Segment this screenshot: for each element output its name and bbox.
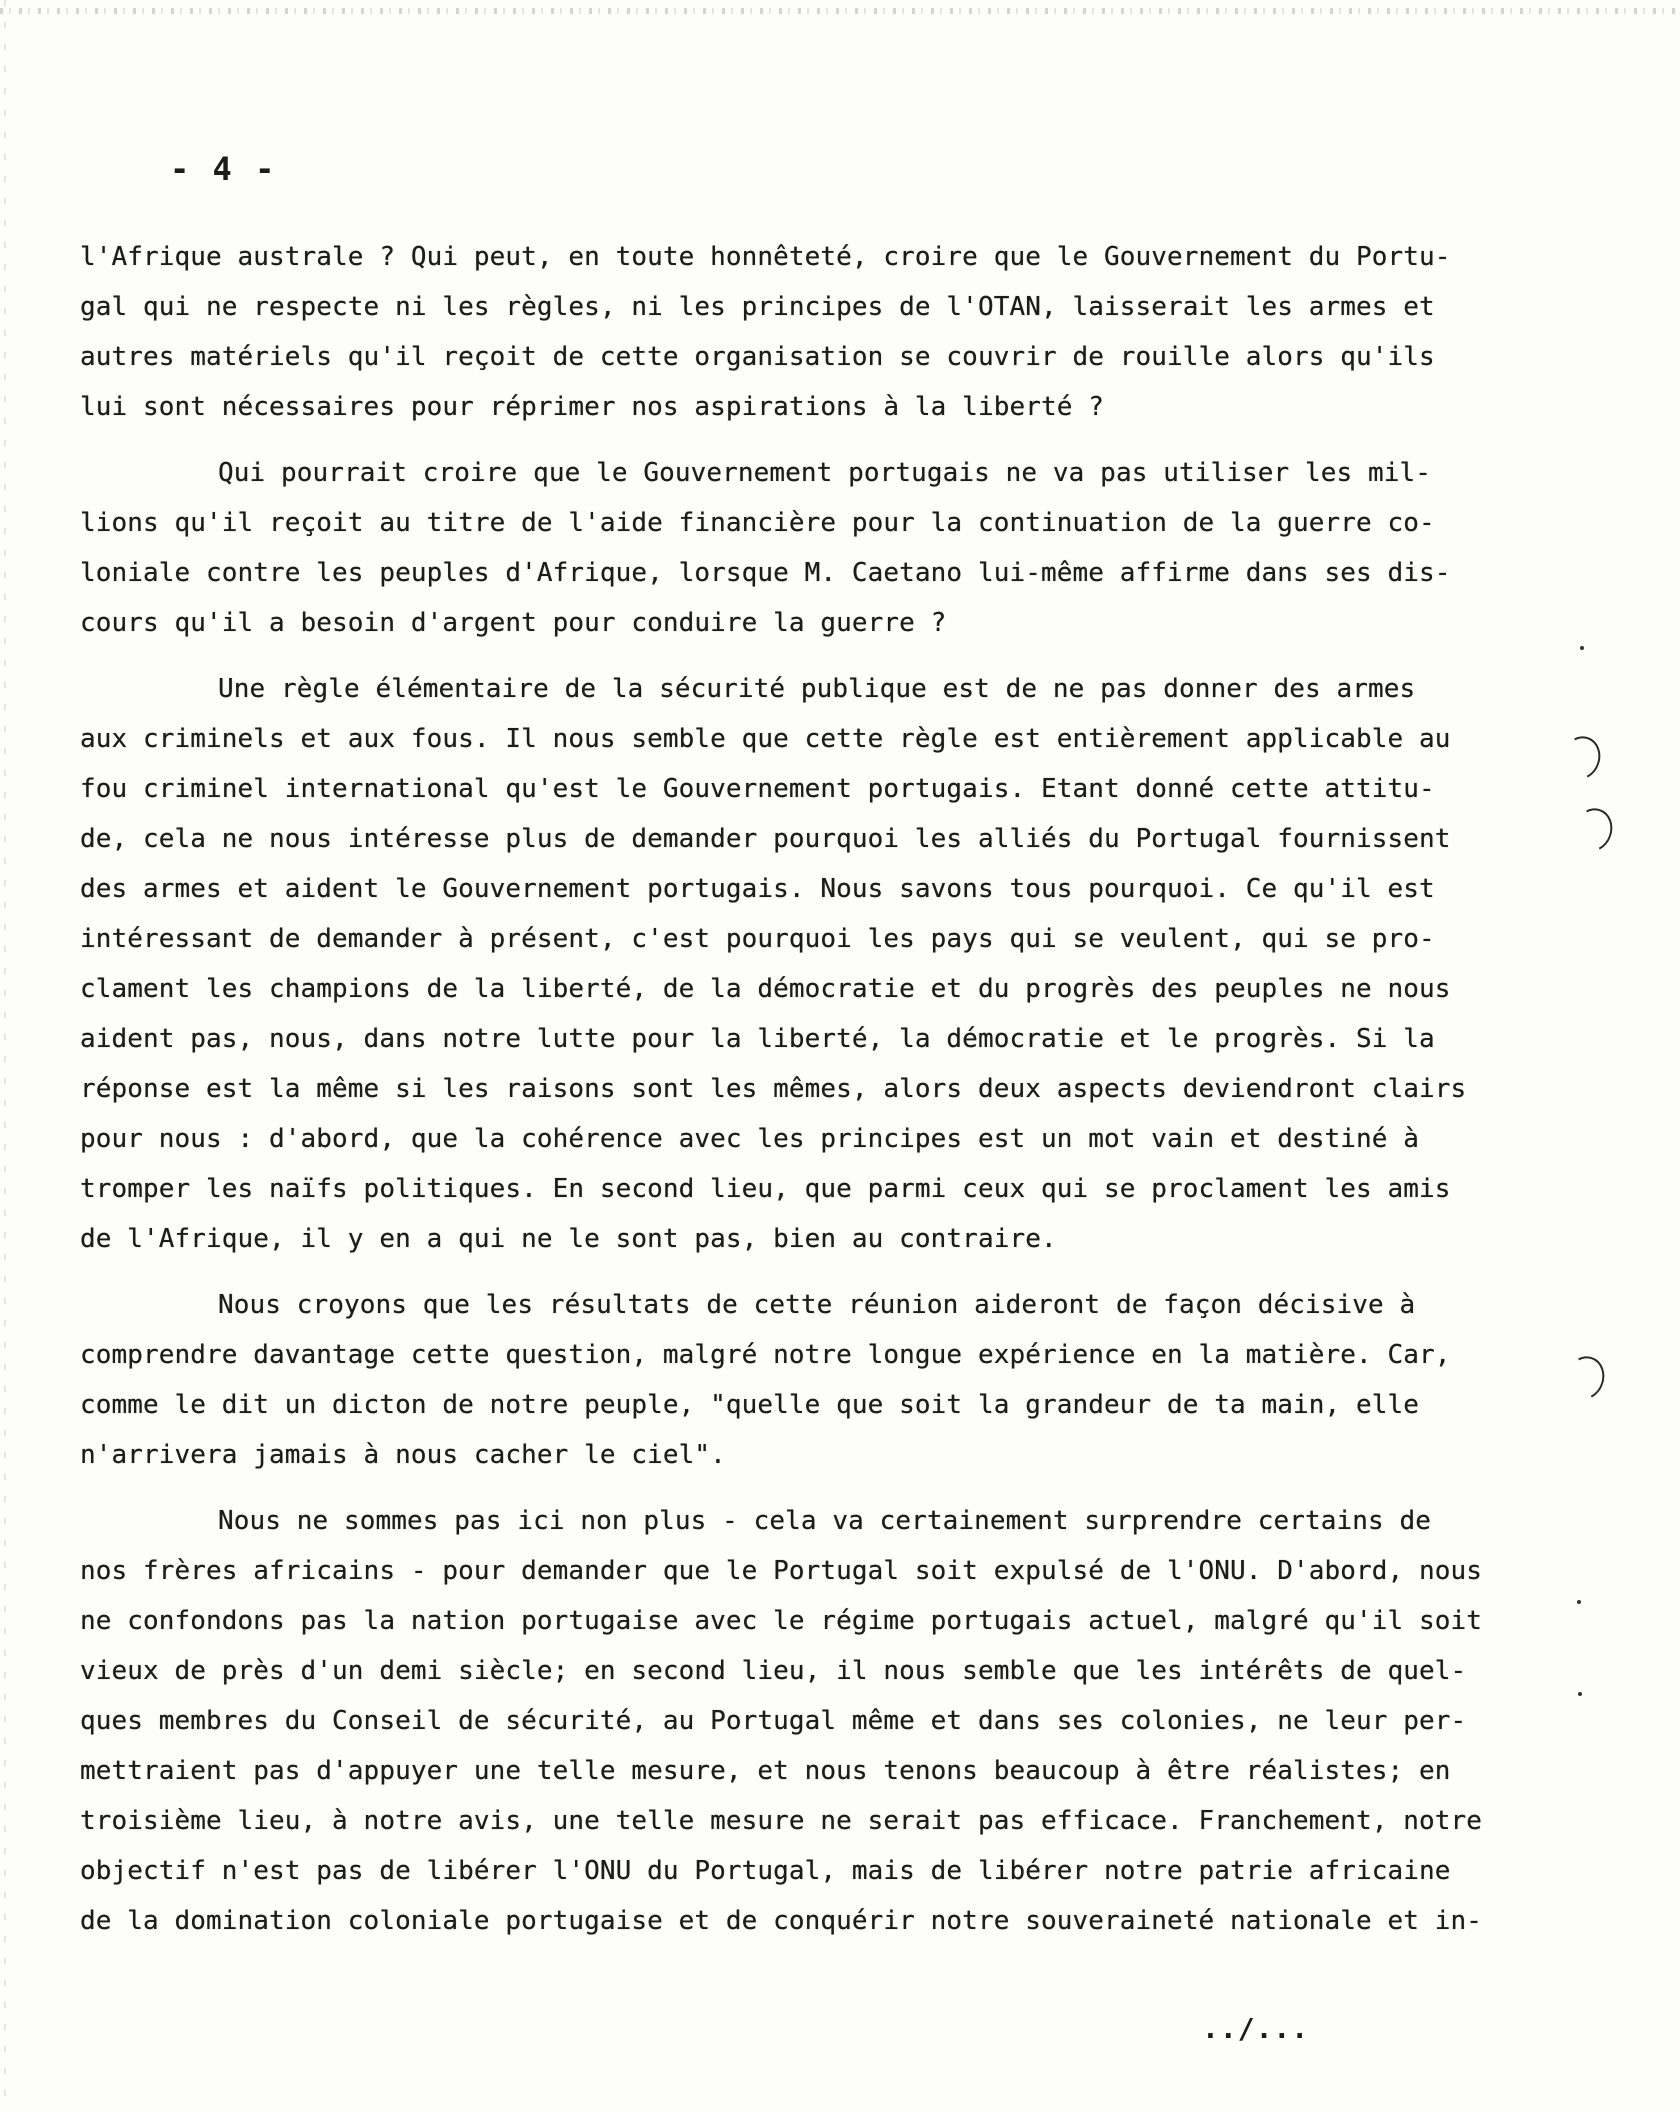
scan-edge-noise	[0, 8, 1680, 14]
punch-hole-mark	[1568, 803, 1619, 857]
text-line: n'arrivera jamais à nous cacher le ciel".	[80, 1440, 726, 1470]
text-line: aux criminels et aux fous. Il nous semble que cette règle est entièrement applicable au	[80, 724, 1451, 754]
body-text	[80, 232, 1490, 1946]
punch-hole-mark	[1560, 1351, 1611, 1405]
paragraph	[80, 1280, 1490, 1480]
paragraph-gap	[80, 1480, 1490, 1496]
text-line: lui sont nécessaires pour réprimer nos aspirations à la liberté ?	[80, 392, 1104, 422]
paragraph	[80, 448, 1490, 648]
text-line: comme le dit un dicton de notre peuple, "quelle que soit la grandeur de ta main, elle	[80, 1390, 1420, 1420]
page-number: - 4 -	[170, 150, 277, 188]
text-line: Une règle élémentaire de la sécurité publique est de ne pas donner des armes	[218, 674, 1416, 704]
text-line: de l'Afrique, il y en a qui ne le sont pas, bien au contraire.	[80, 1224, 1057, 1254]
scan-speck	[1580, 646, 1584, 650]
scan-speck	[1577, 1600, 1581, 1604]
text-line: Nous ne sommes pas ici non plus - cela va certainement surprendre certains de	[218, 1506, 1432, 1536]
text-line: aident pas, nous, dans notre lutte pour la liberté, la démocratie et le progrès. Si la	[80, 1024, 1435, 1054]
text-line: Qui pourrait croire que le Gouvernement portugais ne va pas utiliser les mil-	[218, 458, 1432, 488]
text-line: mettraient pas d'appuyer une telle mesure, et nous tenons beaucoup à être réalistes; en	[80, 1756, 1451, 1786]
scan-speck	[1578, 1692, 1582, 1696]
paragraph	[80, 664, 1490, 1264]
text-line: tromper les naïfs politiques. En second lieu, que parmi ceux qui se proclament les amis	[80, 1174, 1451, 1204]
text-line: comprendre davantage cette question, malgré notre longue expérience en la matière. Car,	[80, 1340, 1451, 1370]
text-line: nos frères africains - pour demander que le Portugal soit expulsé de l'ONU. D'abord, nous	[80, 1556, 1483, 1586]
text-line: objectif n'est pas de libérer l'ONU du Portugal, mais de libérer notre patrie africaine	[80, 1856, 1451, 1886]
text-line: Nous croyons que les résultats de cette réunion aideront de façon décisive à	[218, 1290, 1416, 1320]
scan-margin-noise	[4, 0, 6, 2112]
continuation-marker: ../...	[1202, 2012, 1310, 2045]
paragraph-gap	[80, 1264, 1490, 1280]
text-line: ne confondons pas la nation portugaise avec le régime portugais actuel, malgré qu'il soit	[80, 1606, 1483, 1636]
text-line: loniale contre les peuples d'Afrique, lorsque M. Caetano lui-même affirme dans ses dis-	[80, 558, 1451, 588]
text-line: vieux de près d'un demi siècle; en second lieu, il nous semble que les intérêts de quel-	[80, 1656, 1467, 1686]
text-line: ques membres du Conseil de sécurité, au Portugal même et dans ses colonies, ne leur per-	[80, 1706, 1467, 1736]
text-line: clament les champions de la liberté, de la démocratie et du progrès des peuples ne nous	[80, 974, 1451, 1004]
paragraph	[80, 232, 1490, 432]
text-line: des armes et aident le Gouvernement portugais. Nous savons tous pourquoi. Ce qu'il est	[80, 874, 1435, 904]
paragraph-gap	[80, 648, 1490, 664]
text-line: troisième lieu, à notre avis, une telle mesure ne serait pas efficace. Franchement, notre	[80, 1806, 1483, 1836]
text-line: pour nous : d'abord, que la cohérence avec les principes est un mot vain et destiné à	[80, 1124, 1420, 1154]
text-line: de la domination coloniale portugaise et de conquérir notre souveraineté nationale et in-	[80, 1906, 1483, 1936]
punch-hole-mark	[1556, 731, 1607, 785]
text-line: cours qu'il a besoin d'argent pour conduire la guerre ?	[80, 608, 947, 638]
paragraph-gap	[80, 432, 1490, 448]
text-line: lions qu'il reçoit au titre de l'aide financière pour la continuation de la guerre co-	[80, 508, 1435, 538]
text-line: réponse est la même si les raisons sont les mêmes, alors deux aspects deviendront clairs	[80, 1074, 1467, 1104]
paragraph	[80, 1496, 1490, 1946]
text-line: de, cela ne nous intéresse plus de demander pourquoi les alliés du Portugal fournissent	[80, 824, 1451, 854]
text-line: gal qui ne respecte ni les règles, ni les principes de l'OTAN, laisserait les armes et	[80, 292, 1435, 322]
text-line: autres matériels qu'il reçoit de cette organisation se couvrir de rouille alors qu'ils	[80, 342, 1435, 372]
text-line: l'Afrique australe ? Qui peut, en toute honnêteté, croire que le Gouvernement du Portu-	[80, 242, 1451, 272]
text-line: intéressant de demander à présent, c'est pourquoi les pays qui se veulent, qui se pro-	[80, 924, 1435, 954]
text-line: fou criminel international qu'est le Gouvernement portugais. Etant donné cette attitu-	[80, 774, 1435, 804]
